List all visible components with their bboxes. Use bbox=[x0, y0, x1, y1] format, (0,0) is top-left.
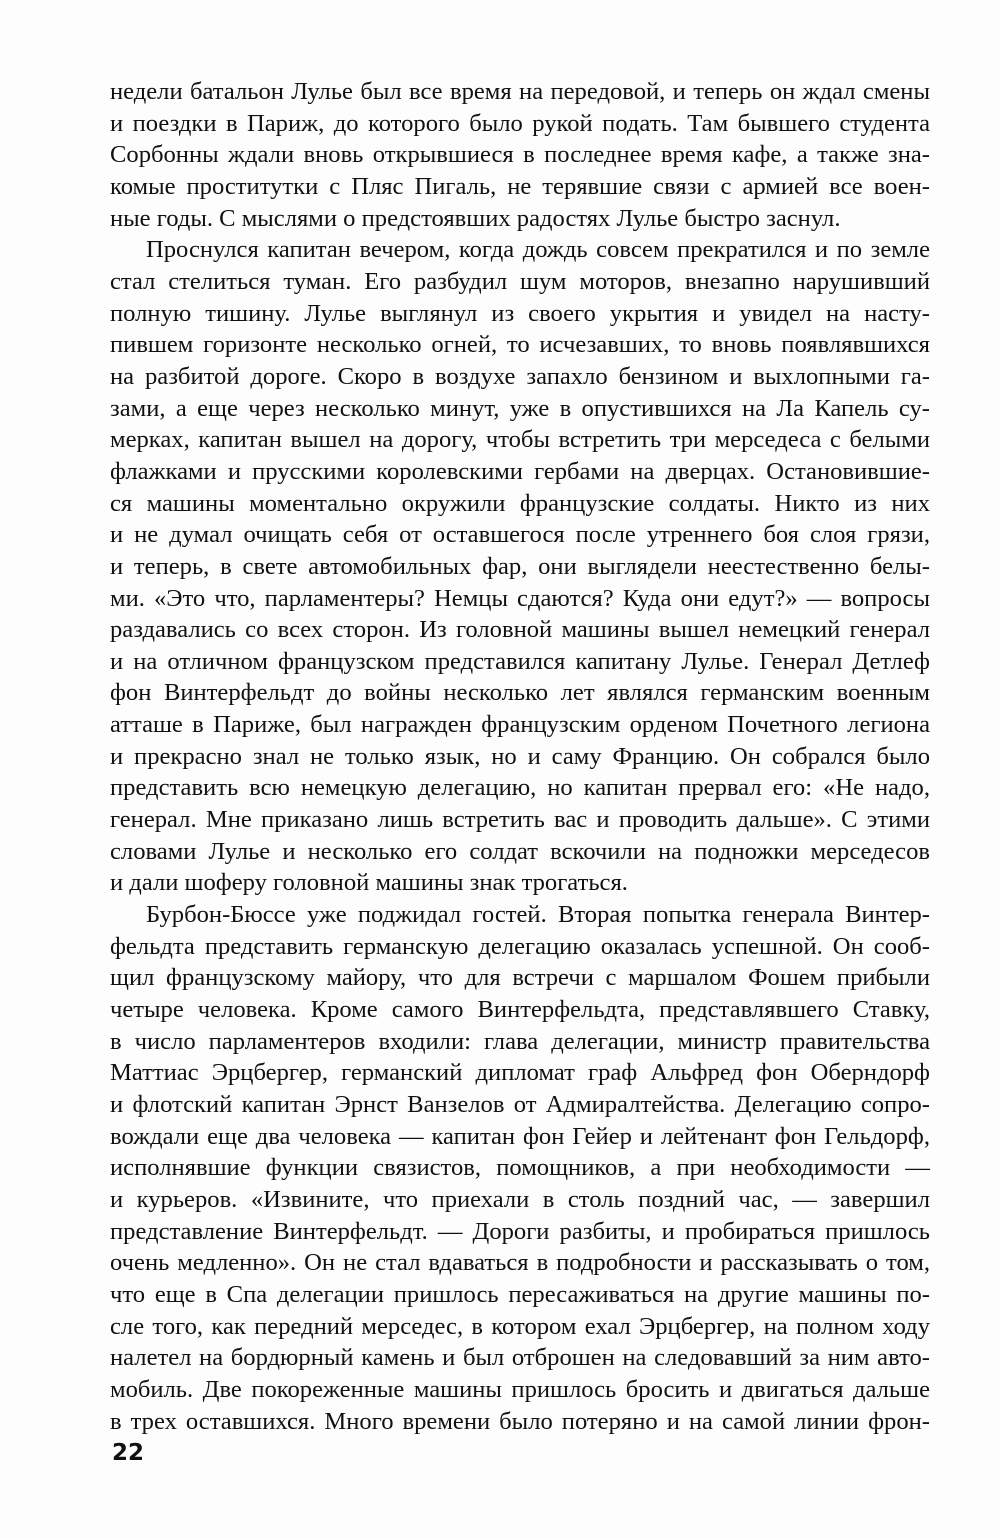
text-line: очень медленно». Он не стал вдаваться в подробности и рассказывать о том, bbox=[110, 1249, 930, 1277]
text-line: атташе в Париже, был награжден французским орденом Почетного легиона bbox=[110, 711, 930, 739]
text-line: и прекрасно знал не только язык, но и саму Францию. Он собрался было bbox=[110, 742, 930, 770]
paragraph-2 bbox=[110, 234, 930, 899]
text-line: налетел на бордюрный камень и был отброшен на следовавший за ним авто- bbox=[110, 1344, 930, 1372]
text-line: полную тишину. Лулье выглянул из своего укрытия и увидел на насту- bbox=[110, 299, 930, 327]
body-text bbox=[110, 76, 930, 1437]
text-line: словами Лулье и несколько его солдат вскочили на подножки мерседесов bbox=[110, 837, 930, 865]
text-line: флажками и прусскими королевскими гербами на дверцах. Остановившие- bbox=[110, 457, 930, 485]
text-line: мерках, капитан вышел на дорогу, чтобы встретить три мерседеса с белыми bbox=[110, 426, 930, 454]
text-line: представление Винтерфельдт. — Дороги разбиты, и пробираться пришлось bbox=[110, 1217, 930, 1245]
text-line: вождали еще два человека — капитан фон Гейер и лейтенант фон Гельдорф, bbox=[110, 1122, 930, 1150]
text-line: ся машины моментально окружили французские солдаты. Никто из них bbox=[110, 489, 930, 517]
text-line: ми. «Это что, парламентеры? Немцы сдаются? Куда они едут?» — вопросы bbox=[110, 584, 930, 612]
text-line: в трех оставшихся. Много времени было потеряно и на самой линии фрон- bbox=[110, 1407, 930, 1435]
text-line: мобиль. Две покореженные машины пришлось бросить и двигаться дальше bbox=[110, 1375, 930, 1403]
text-line: в число парламентеров входили: глава делегации, министр правительства bbox=[110, 1027, 930, 1055]
paragraph-3 bbox=[110, 899, 930, 1437]
paragraph-1 bbox=[110, 76, 930, 234]
text-line: и дали шоферу головной машины знак трогаться. bbox=[110, 869, 628, 897]
text-line: исполнявшие функции связистов, помощников, а при необходимости — bbox=[110, 1154, 930, 1182]
text-line: четыре человека. Кроме самого Винтерфельдта, представлявшего Ставку, bbox=[110, 996, 930, 1024]
text-line: комые проститутки с Пляс Пигаль, не терявшие связи с армией все воен- bbox=[110, 172, 930, 200]
text-line: фельдта представить германскую делегацию оказалась успешной. Он сооб- bbox=[110, 932, 930, 960]
text-line: Проснулся капитан вечером, когда дождь совсем прекратился и по земле bbox=[146, 236, 930, 264]
text-line: и теперь, в свете автомобильных фар, они выглядели неестественно белы- bbox=[110, 552, 930, 580]
text-line: Сорбонны ждали вновь открывшиеся в последнее время кафе, а также зна- bbox=[110, 141, 930, 169]
text-line: и не думал очищать себя от оставшегося после утреннего боя слоя грязи, bbox=[110, 521, 930, 549]
text-line: Маттиас Эрцбергер, германский дипломат граф Альфред фон Оберндорф bbox=[110, 1059, 930, 1087]
text-line: фон Винтерфельдт до войны несколько лет являлся германским военным bbox=[110, 679, 930, 707]
text-line: и флотский капитан Эрнст Ванзелов от Адмиралтейства. Делегацию сопро- bbox=[110, 1091, 930, 1118]
text-line: зами, а еще через несколько минут, уже в опустившихся на Ла Капель су- bbox=[110, 394, 930, 422]
text-line: что еще в Спа делегации пришлось пересаживаться на другие машины по- bbox=[110, 1280, 930, 1308]
text-line: на разбитой дороге. Скоро в воздухе запахло бензином и выхлопными га- bbox=[110, 362, 930, 390]
text-line: ные годы. С мыслями о предстоявших радостях Лулье быстро заснул. bbox=[110, 204, 841, 232]
text-line: недели батальон Лулье был все время на передовой, и теперь он ждал смены bbox=[110, 78, 930, 105]
text-line: представить всю немецкую делегацию, но капитан прервал его: «Не надо, bbox=[110, 774, 930, 802]
text-line: Бурбон-Бюссе уже поджидал гостей. Вторая попытка генерала Винтер- bbox=[146, 901, 930, 929]
text-line: и на отличном французском представился капитану Лулье. Генерал Детлеф bbox=[110, 647, 930, 675]
text-line: стал стелиться туман. Его разбудил шум моторов, внезапно нарушивший bbox=[110, 267, 930, 295]
text-line: раздавались со всех сторон. Из головной машины вышел немецкий генерал bbox=[110, 616, 930, 644]
text-line: и поездки в Париж, до которого было рукой подать. Там бывшего студента bbox=[110, 109, 930, 137]
text-line: генерал. Мне приказано лишь встретить вас и проводить дальше». С этими bbox=[110, 806, 930, 834]
text-line: и курьеров. «Извините, что приехали в столь поздний час, — завершил bbox=[110, 1185, 930, 1213]
text-line: пившем горизонте несколько огней, то исчезавших, то вновь появлявшихся bbox=[110, 331, 930, 359]
text-line: сле того, как передний мерседес, в котором ехал Эрцбергер, на полном ходу bbox=[110, 1312, 930, 1340]
text-line: щил французскому майору, что для встречи с маршалом Фошем прибыли bbox=[110, 964, 930, 992]
page-number: 22 bbox=[112, 1440, 145, 1466]
